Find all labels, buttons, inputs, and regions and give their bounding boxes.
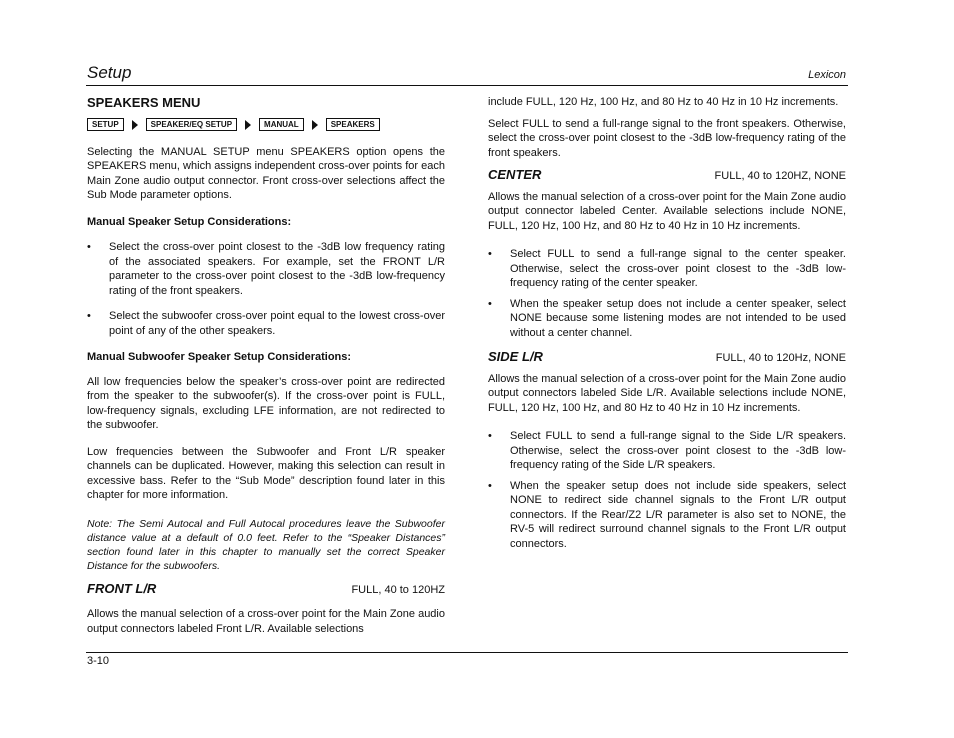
- menu-path-manual: MANUAL: [259, 118, 304, 131]
- arrow-right-icon: [132, 120, 138, 130]
- bullet-icon: •: [488, 248, 492, 260]
- front-lr-continued: include FULL, 120 Hz, 100 Hz, and 80 Hz to 40 Hz in 10 Hz increments.: [488, 96, 839, 108]
- brand-name: Lexicon: [808, 69, 846, 81]
- subwoofer-paragraph: All low frequencies below the speaker’s cross-over point are redirected from the speaker to the subwoofer(s). If the cross-over point is FULL, low-frequency signals, excluding LFE information, are not redirected to the subwoofer.: [87, 375, 445, 431]
- list-item-text: Select the cross-over point closest to the -3dB low frequency rating of the associated speakers. For example, set the FRONT L/R parameter to the cross-over point closest to the -3dB low-frequency rating of the front speakers.: [109, 241, 445, 297]
- list-item: [87, 240, 445, 298]
- subwoofer-paragraph: Low frequencies between the Subwoofer and Front L/R speaker channels can be duplicated. However, making this selection can result in excessive bass. Refer to the “Sub Mode” description found later in this chapter for more information.: [87, 445, 445, 501]
- front-lr-values: FULL, 40 to 120HZ: [351, 583, 445, 596]
- bullet-icon: •: [488, 479, 492, 492]
- left-column: [87, 96, 445, 636]
- right-column: [488, 95, 846, 551]
- footer-rule: [86, 652, 848, 653]
- front-lr-description: Allows the manual selection of a cross-over point for the Main Zone audio output connectors labeled Front L/R. Available selections: [87, 608, 445, 635]
- bullet-icon: •: [488, 297, 492, 310]
- page-header-title: Setup: [87, 63, 132, 82]
- list-item: [488, 429, 846, 473]
- center-description: Allows the manual selection of a cross-over point for the Main Zone audio output connector labeled Center. Available selections include NONE, FULL, 120 Hz, 100 Hz, and 80 Hz to 40 Hz in 10 Hz increments.: [488, 190, 846, 232]
- side-title: SIDE L/R: [488, 349, 543, 364]
- subwoofer-heading: Manual Subwoofer Speaker Setup Considerations:: [87, 351, 352, 363]
- considerations-heading: Manual Speaker Setup Considerations:: [87, 215, 292, 228]
- side-values: FULL, 40 to 120Hz, NONE: [715, 352, 846, 364]
- front-lr-heading: [87, 582, 445, 598]
- menu-path-speakers: SPEAKERS: [326, 118, 380, 131]
- list-item-text: When the speaker setup does not include side speakers, select NONE to redirect side channel signals to the Front L/R output connectors. If the Rear/Z2 L/R parameter is also set to NONE, the RV-5 will redirect surround channel signals to the Front L/R output connectors.: [510, 479, 846, 550]
- bullet-icon: •: [488, 430, 492, 442]
- intro-paragraph: Selecting the MANUAL SETUP menu SPEAKERS option opens the SPEAKERS menu, which assigns independent cross-over points for each Main Zone audio output connector. Front cross-over selections affect the Sub Mode parameter options.: [87, 145, 445, 201]
- list-item-text: When the speaker setup does not include a center speaker, select NONE because some listening modes are not intended to be used without a center channel.: [510, 297, 846, 339]
- list-item-text: Select the subwoofer cross-over point equal to the lowest cross-over point of any of the other speakers.: [109, 310, 445, 337]
- page-number: 3-10: [87, 655, 110, 667]
- header-rule: [86, 85, 848, 86]
- list-item: [488, 479, 846, 552]
- menu-path-speaker-eq-setup: SPEAKER/EQ SETUP: [146, 118, 237, 131]
- front-lr-title: FRONT L/R: [87, 580, 157, 596]
- side-heading: [488, 350, 846, 366]
- arrow-right-icon: [312, 120, 318, 130]
- menu-path-setup: SETUP: [87, 118, 124, 131]
- center-heading: [488, 168, 846, 184]
- center-values: FULL, 40 to 120HZ, NONE: [714, 170, 846, 182]
- center-title: CENTER: [488, 167, 542, 182]
- front-lr-select: Select FULL to send a full-range signal to the front speakers. Otherwise, select the cross-over point closest to the -3dB low-frequency rating of the front speakers.: [488, 117, 846, 159]
- list-item: [488, 297, 846, 341]
- note-paragraph: Note: The Semi Autocal and Full Autocal procedures leave the Subwoofer distance value at a default of 0.0 feet. Refer to the “Speaker Distances” section found later in this chapter to manually set the correct Speaker Distance for the subwoofers.: [87, 517, 445, 573]
- section-title: SPEAKERS MENU: [87, 95, 201, 110]
- bullet-icon: •: [87, 310, 91, 322]
- menu-path: [87, 117, 445, 133]
- bullet-icon: •: [87, 241, 91, 253]
- list-item-text: Select FULL to send a full-range signal to the center speaker. Otherwise, select the cross-over point closest to the -3dB low-frequency rating of the center speaker.: [510, 248, 846, 289]
- side-description: Allows the manual selection of a cross-over point for the Main Zone audio output connectors labeled Side L/R. Available selections include NONE, FULL, 120 Hz, 100 Hz, and 80 Hz to 40 Hz in 10 Hz increments.: [488, 372, 846, 414]
- list-item: [87, 309, 445, 338]
- list-item-text: Select FULL to send a full-range signal to the Side L/R speakers. Otherwise, select the cross-over point closest to the -3dB low-frequency rating of the Side L/R speakers.: [510, 430, 846, 471]
- list-item: [488, 247, 846, 291]
- arrow-right-icon: [245, 120, 251, 130]
